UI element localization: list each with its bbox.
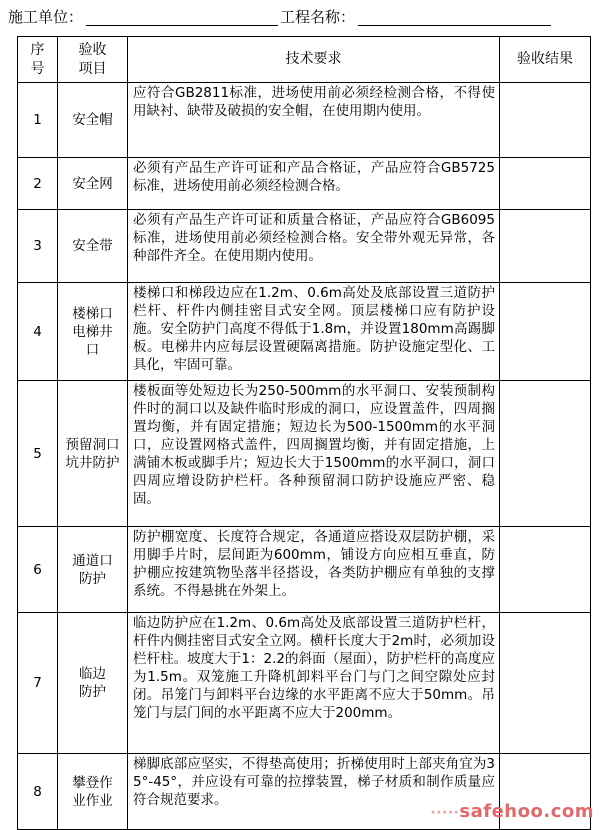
row-number: 6 (18, 527, 58, 613)
table-header-row (18, 37, 591, 83)
technical-requirement: 梯脚底部应坚实，不得垫高使用；折梯使用时上部夹角宜为35°-45°，并应设有可靠的拉撑装置，梯子材质和制作质量应符合规范要求。 (128, 754, 500, 830)
table-row (18, 283, 591, 381)
result-cell[interactable] (500, 283, 591, 381)
header-requirement: 技术要求 (128, 37, 500, 83)
construction-unit-field[interactable] (86, 25, 278, 26)
project-name-label: 工程名称： (280, 8, 356, 26)
technical-requirement: 必须有产品生产许可证和产品合格证，产品应符合GB5725标准，进场使用前必须经检测合格。 (128, 158, 500, 210)
result-cell[interactable] (500, 613, 591, 754)
form-header (8, 4, 594, 30)
result-cell[interactable] (500, 83, 591, 158)
technical-requirement: 临边防护应在1.2m、0.6m高处及底部设置三道防护栏杆，杆件内侧挂密目式安全立网。横杆长度大于2m时，必须加设栏杆柱。坡度大于1：2.2的斜面（屋面），防护栏杆的高度应为1.5m。双笼施工升降机卸料平台门与门之间空隙处应封闭。吊笼门与卸料平台边缘的水平距离不应大于50mm。吊笼门与层门间的水平距离不应大于200mm。 (128, 613, 500, 754)
table-row (18, 527, 591, 613)
result-cell[interactable] (500, 381, 591, 527)
watermark: ·····safehoo.com (430, 801, 594, 822)
row-number: 4 (18, 283, 58, 381)
row-number: 7 (18, 613, 58, 754)
header-item: 验收项目 (58, 37, 128, 83)
table-row (18, 613, 591, 754)
technical-requirement: 楼梯口和梯段边应在1.2m、0.6m高处及底部设置三道防护栏杆、杆件内侧挂密目式安全网。顶层楼梯口应有防护设施。安全防护门高度不得低于1.8m，并设置180mm高踢脚板。电梯井内应每层设置硬隔离措施。防护设施定型化、工具化，牢固可靠。 (128, 283, 500, 381)
technical-requirement: 楼板面等处短边长为250-500mm的水平洞口、安装预制构件时的洞口以及缺件临时形成的洞口，应设置盖件，四周搁置均衡，并有固定措施；短边长为500-1500mm的水平洞口，应设置网格式盖件，四周搁置均衡，并有固定措施，上满铺木板或脚手片；短边长大于1500mm的水平洞口，洞口四周应增设防护栏杆。各种预留洞口防护设施应严密、稳固。 (128, 381, 500, 527)
table-row (18, 210, 591, 283)
header-result: 验收结果 (500, 37, 591, 83)
technical-requirement: 防护棚宽度、长度符合规定，各通道应搭设双层防护棚，采用脚手片时，层间距为600mm，铺设方向应相互垂直，防护棚应按建筑物坠落半径搭设，各类防护棚应有单独的支撑系统。不得悬挑在外架上。 (128, 527, 500, 613)
item-name: 攀登作业作业 (58, 754, 128, 830)
result-cell[interactable] (500, 527, 591, 613)
acceptance-table (17, 36, 591, 830)
table-row (18, 158, 591, 210)
item-name: 楼梯口电梯井口 (58, 283, 128, 381)
row-number: 2 (18, 158, 58, 210)
row-number: 1 (18, 83, 58, 158)
table-row (18, 381, 591, 527)
technical-requirement: 必须有产品生产许可证和质量合格证，产品应符合GB6095标准，进场使用前必须经检测合格。安全带外观无异常，各种部件齐全。在使用期内使用。 (128, 210, 500, 283)
result-cell[interactable] (500, 158, 591, 210)
project-name-field[interactable] (358, 25, 551, 26)
item-name: 安全帽 (58, 83, 128, 158)
row-number: 3 (18, 210, 58, 283)
row-number: 8 (18, 754, 58, 830)
header-no: 序号 (18, 37, 58, 83)
construction-unit-label: 施工单位： (8, 8, 84, 26)
item-name: 安全带 (58, 210, 128, 283)
item-name: 临边防护 (58, 613, 128, 754)
result-cell[interactable] (500, 210, 591, 283)
technical-requirement: 应符合GB2811标准，进场使用前必须经检测合格，不得使用缺衬、缺带及破损的安全帽，在使用期内使用。 (128, 83, 500, 158)
item-name: 通道口防护 (58, 527, 128, 613)
row-number: 5 (18, 381, 58, 527)
item-name: 预留洞口坑井防护 (58, 381, 128, 527)
table-row (18, 83, 591, 158)
item-name: 安全网 (58, 158, 128, 210)
